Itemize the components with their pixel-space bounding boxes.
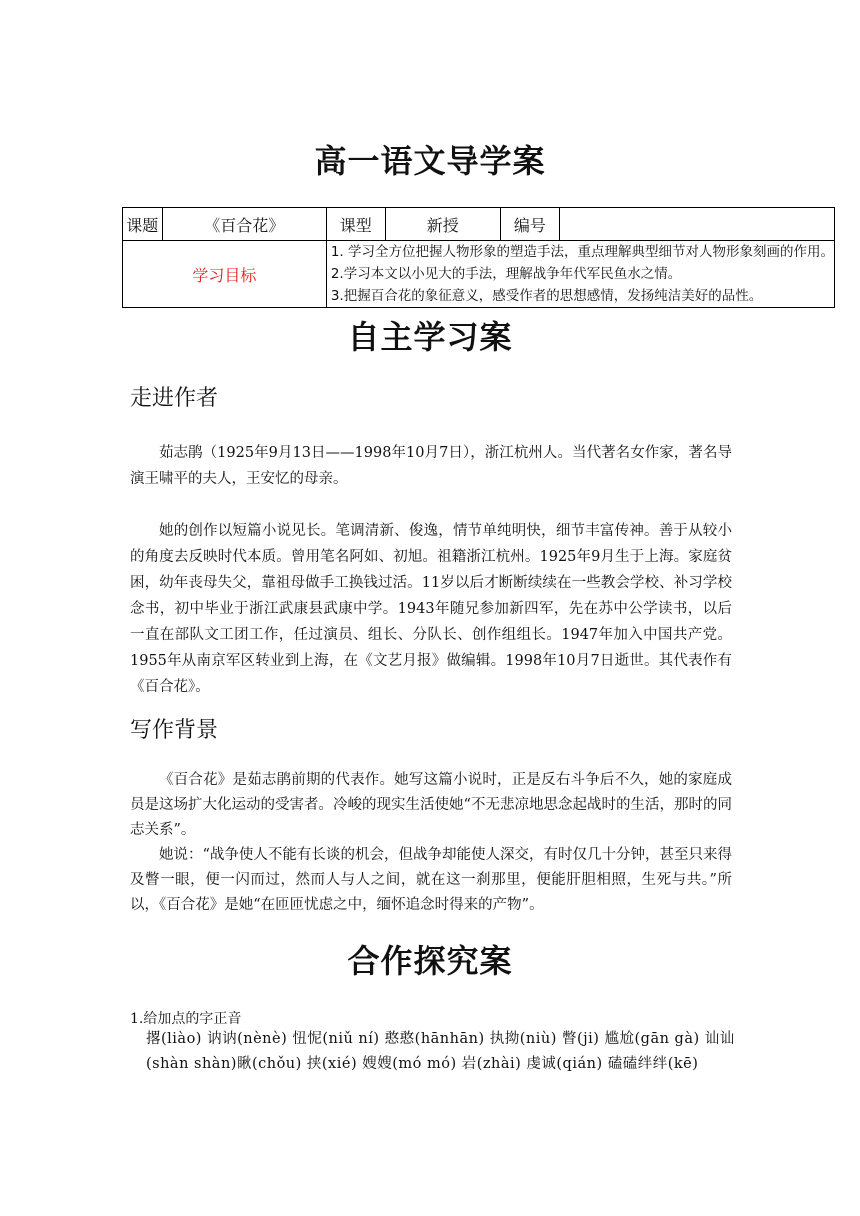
goals-label: 学习目标 [123, 241, 327, 308]
document-title: 高一语文导学案 [314, 142, 546, 180]
topic-value: 《百合花》 [162, 208, 326, 241]
coop-study-heading: 合作探究案 [347, 942, 513, 980]
background-paragraph: 《百合花》是茹志鹃前期的代表作。她写这篇小说时，正是反右斗争后不久，她的家庭成员是这场扩大化运动的受害者。冷峻的现实生活使她“不无悲凉地思念起战时的生活，那时的同志关系”。 [130, 772, 732, 838]
author-section [130, 440, 732, 700]
goals-list [326, 241, 834, 308]
type-label: 课型 [326, 208, 385, 241]
goal-item: 1. 学习全方位把握人物形象的塑造手法，重点理解典型细节对人物形象刻画的作用。 [330, 244, 834, 260]
author-paragraph: 茹志鹃（1925年9月13日——1998年10月7日），浙江杭州人。当代著名女作家，著名导演王啸平的夫人，王安忆的母亲。 [130, 445, 732, 487]
info-table [122, 207, 835, 308]
author-paragraph: 她的创作以短篇小说见长。笔调清新、俊逸，情节单纯明快，细节丰富传神。善于从较小的角度去反映时代本质。曾用笔名阿如、初旭。祖籍浙江杭州。1925年9月生于上海。家庭贫困，幼年丧母失父，靠祖母做手工换钱过活。11岁以后才断断续续在一些教会学校、补习学校念书，初中毕业于浙江武康县武康中学。1943年随兄参加新四军，先在苏中公学读书，以后一直在部队文工团工作，任过演员、组长、分队长、创作组组长。1947年加入中国共产党。1955年从南京军区转业到上海，在《文艺月报》做编辑。1998年10月7日逝世。其代表作有《百合花》。 [130, 523, 732, 695]
exercise-title: 1.给加点的字正音 [130, 1011, 242, 1027]
goal-item: 2.学习本文以小见大的手法，理解战争年代军民鱼水之情。 [330, 266, 682, 282]
exercise-text: 撂(liào) 讷讷(nènè) 忸怩(niǔ ní) 憨憨(hānhān) 执拗(niù) 瞥(ji) 尴尬(gān gà) 讪讪(shàn shàn)瞅(chǒu) 挟(xié) 嫂嫂(mó mó) 岩(zhài) 虔诚(qián) 磕磕绊绊(kē) [146, 1031, 735, 1072]
goal-item: 3.把握百合花的象征意义，感受作者的思想感情，发扬纯洁美好的品性。 [330, 288, 763, 304]
type-value: 新授 [385, 208, 500, 241]
number-label: 编号 [500, 208, 559, 241]
number-value [559, 208, 834, 241]
topic-label: 课题 [123, 208, 163, 241]
self-study-heading: 自主学习案 [347, 318, 513, 356]
background-paragraph: 她说：“战争使人不能有长谈的机会，但战争却能使人深交，有时仅几十分钟，甚至只来得及瞥一眼，便一闪而过，然而人与人之间，就在这一刹那里，便能肝胆相照，生死与共。”所以，《百合花》是她“在匝匝忧虑之中，缅怀追念时得来的产物”。 [130, 847, 732, 913]
background-section [130, 768, 732, 918]
background-heading: 写作背景 [130, 718, 219, 743]
author-heading: 走进作者 [130, 386, 219, 411]
